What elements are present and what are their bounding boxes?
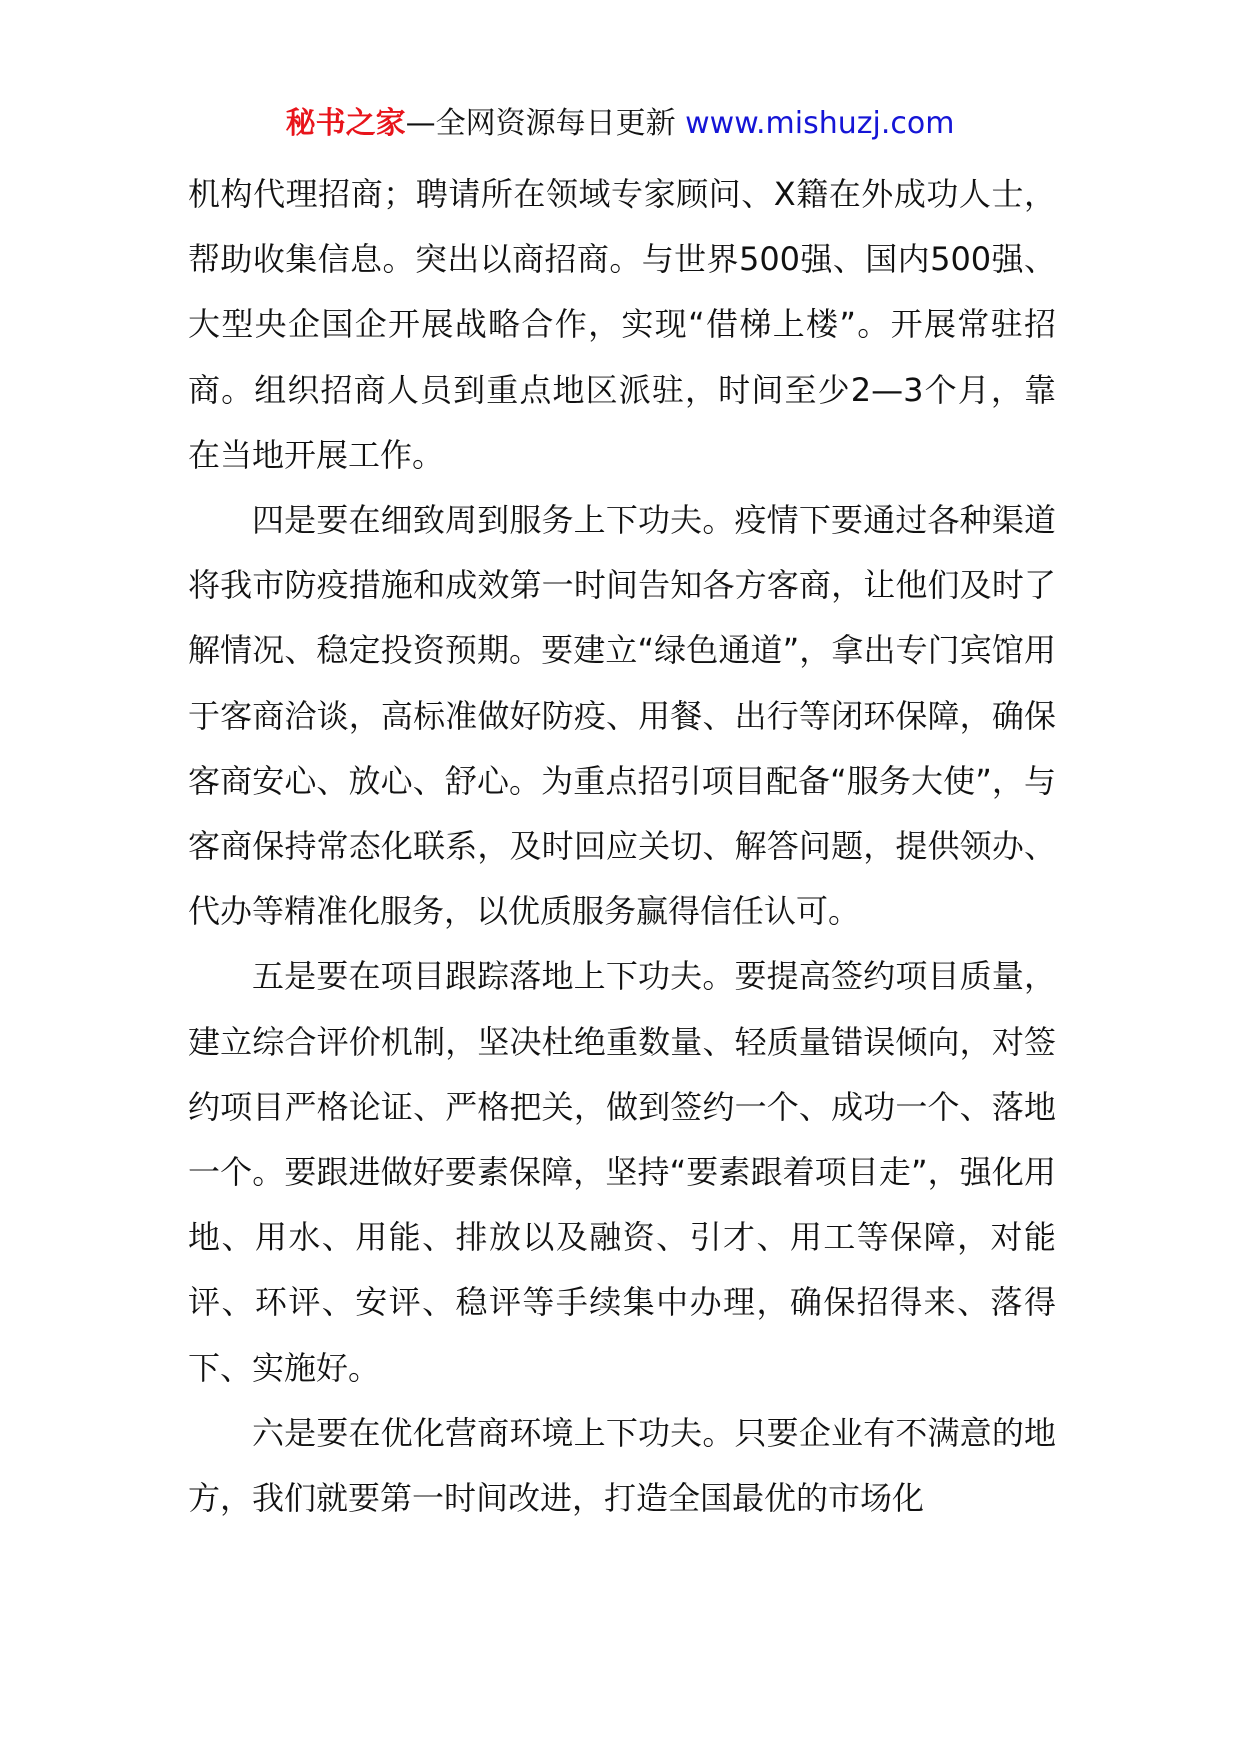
site-url: www.mishuzj.com [685,106,955,141]
body-paragraph: 六是要在优化营商环境上下功夫。只要企业有不满意的地方，我们就要第一时间改进，打造全国最优的市场化 [188,1413,1056,1518]
site-slogan: —全网资源每日更新 [405,106,686,141]
body-paragraph: 四是要在细致周到服务上下功夫。疫情下要通过各种渠道将我市防疫措施和成效第一时间告知各方客商，让他们及时了解情况、稳定投资预期。要建立“绿色通道”，拿出专门宾馆用于客商洽谈，高标准做好防疫、用餐、出行等闭环保障，确保客商安心、放心、舒心。为重点招引项目配备“服务大使”，与客商保持常态化联系，及时回应关切、解答问题，提供领办、代办等精准化服务，以优质服务赢得信任认可。 [188,501,1056,931]
document-body [188,162,1056,1531]
site-brand-name: 秘书之家 [285,106,406,141]
body-paragraph: 机构代理招商；聘请所在领域专家顾问、X籍在外成功人士，帮助收集信息。突出以商招商。与世界500强、国内500强、大型央企国企开展战略合作，实现“借梯上楼”。开展常驻招商。组织招商人员到重点地区派驻，时间至少2—3个月，靠在当地开展工作。 [188,175,1056,474]
site-watermark-header [0,100,1240,148]
body-paragraph: 五是要在项目跟踪落地上下功夫。要提高签约项目质量，建立综合评价机制，坚决杜绝重数量、轻质量错误倾向，对签约项目严格论证、严格把关，做到签约一个、成功一个、落地一个。要跟进做好要素保障，坚持“要素跟着项目走”，强化用地、用水、用能、排放以及融资、引才、用工等保障，对能评、环评、安评、稳评等手续集中办理，确保招得来、落得下、实施好。 [188,957,1056,1387]
